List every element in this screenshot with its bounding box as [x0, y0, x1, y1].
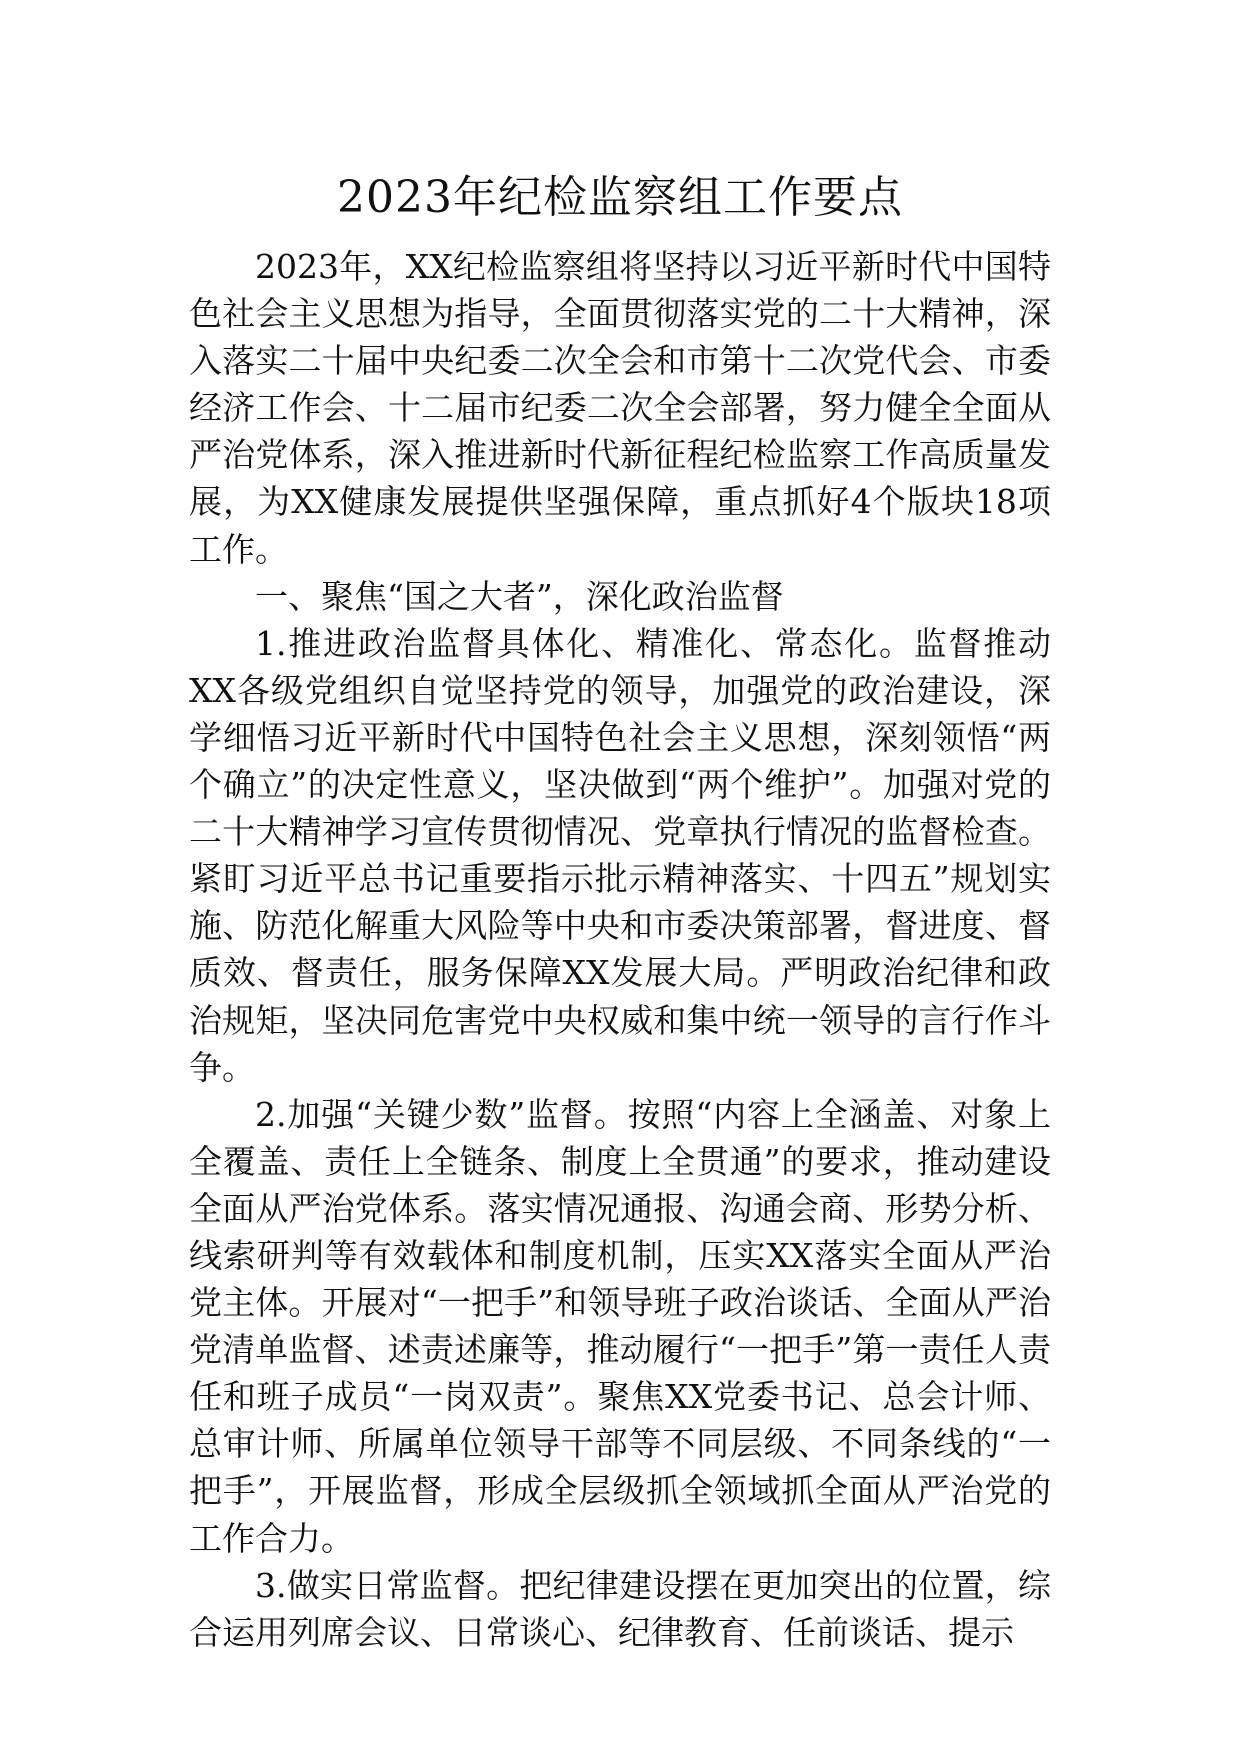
document-title: 2023年纪检监察组工作要点 — [337, 172, 903, 223]
document-body — [189, 243, 1051, 1656]
intro-paragraph: 2023年，XX纪检监察组将坚持以习近平新时代中国特色社会主义思想为指导，全面贯彻落实党的二十大精神，深入落实二十届中央纪委二次全会和市第十二次党代会、市委经济工作会、十二届市纪委二次全会部署，努力健全全面从严治党体系，深入推进新时代新征程纪检监察工作高质量发展，为XX健康发展提供坚强保障，重点抓好4个版块18项工作。 — [189, 247, 1051, 569]
section-heading-1: 一、聚焦“国之大者”，深化政治监督 — [255, 576, 784, 616]
item-paragraph-2: 2.加强“关键少数”监督。按照“内容上全涵盖、对象上全覆盖、责任上全链条、制度上全贯通”的要求，推动建设全面从严治党体系。落实情况通报、沟通会商、形势分析、线索研判等有效载体和制度机制，压实XX落实全面从严治党主体。开展对“一把手”和领导班子政治谈话、全面从严治党清单监督、述责述廉等，推动履行“一把手”第一责任人责任和班子成员“一岗双责”。聚焦XX党委书记、总会计师、总审计师、所属单位领导干部等不同层级、不同条线的“一把手”，开展监督，形成全层级抓全领域抓全面从严治党的工作合力。 — [189, 1094, 1051, 1558]
item-paragraph-1: 1.推进政治监督具体化、精准化、常态化。监督推动XX各级党组织自觉坚持党的领导，加强党的政治建设，深学细悟习近平新时代中国特色社会主义思想，深刻领悟“两个确立”的决定性意义，坚决做到“两个维护”。加强对党的二十大精神学习宣传贯彻情况、党章执行情况的监督检查。紧盯习近平总书记重要指示批示精神落实、十四五”规划实施、防范化解重大风险等中央和市委决策部署，督进度、督质效、督责任，服务保障XX发展大局。严明政治纪律和政治规矩，坚决同危害党中央权威和集中统一领导的言行作斗争。 — [189, 623, 1051, 1087]
item-paragraph-3: 3.做实日常监督。把纪律建设摆在更加突出的位置，综合运用列席会议、日常谈心、纪律教育、任前谈话、提示 — [189, 1565, 1051, 1652]
